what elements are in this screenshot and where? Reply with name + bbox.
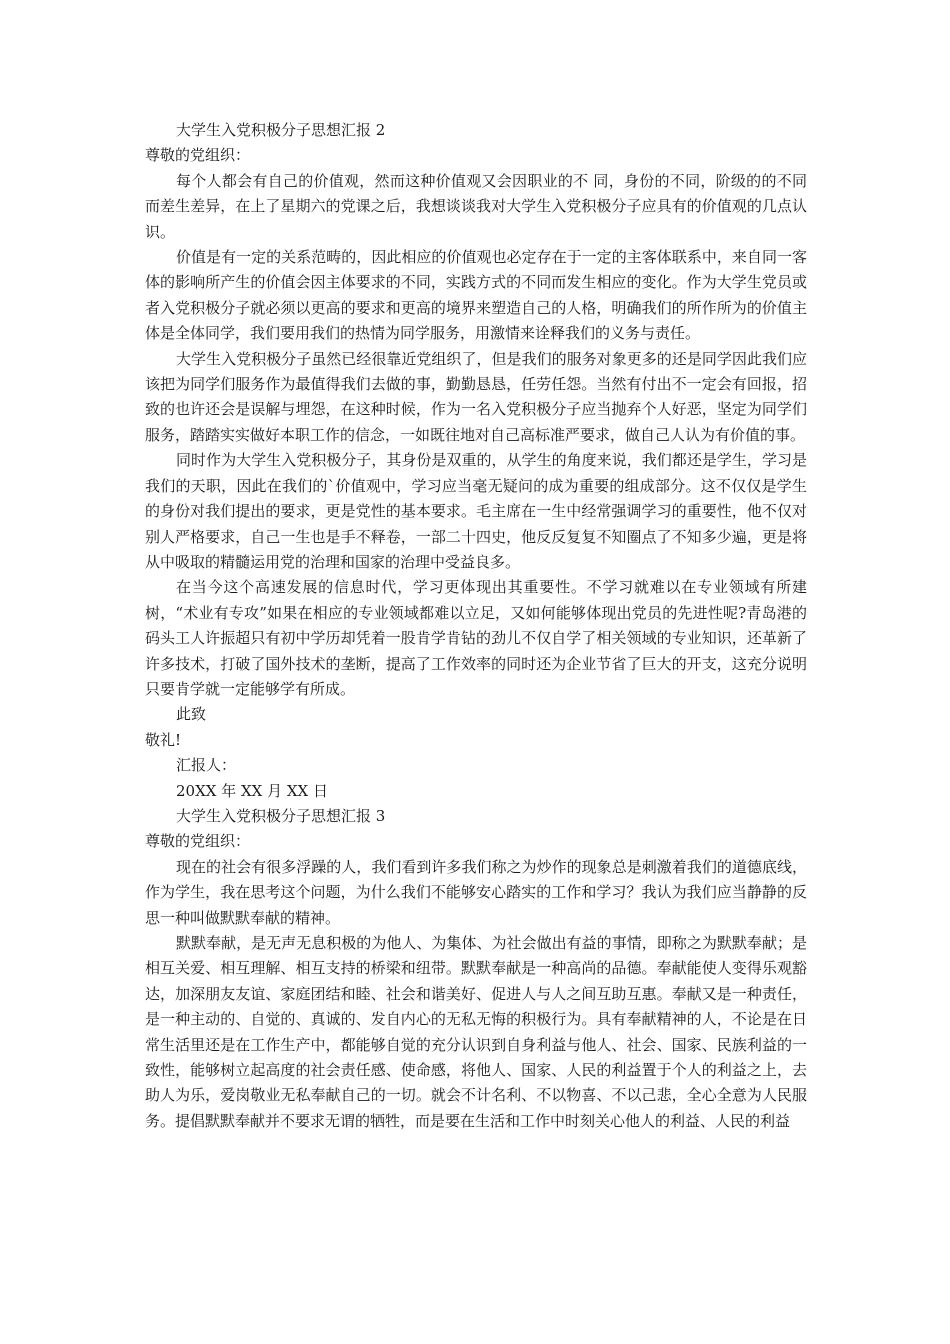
paragraph: 默默奉献，是无声无息积极的为他人、为集体、为社会做出有益的事情，即称之为默默奉献；是相互关爱、相互理解、相互支持的桥梁和纽带。默默奉献是一种高尚的品德。奉献能使人变得乐观豁达，加深朋友友谊、家庭团结和睦、社会和谐美好、促进人与人之间互助互惠。奉献又是一种责任，是一种主动的、自觉的、真诚的、发自内心的无私无悔的积极行为。具有奉献精神的人，不论是在日常生活里还是在工作生产中，都能够自觉的充分认识到自身利益与他人、社会、国家、民族利益的一致性，能够树立起高度的社会责任感、使命感，将他人、国家、人民的利益置于个人的利益之上，去助人为乐，爱岗敬业无私奉献自己的一切。就会不计名利、不以物喜、不以己悲，全心全意为人民服务。提倡默默奉献并不要求无谓的牺牲，而是要在生活和工作中时刻关心他人的利益、人民的利益 — [145, 934, 807, 1130]
reporter-label: 汇报人： — [176, 756, 237, 775]
section-title: 大学生入党积极分子思想汇报 3 — [176, 806, 386, 825]
paragraph: 在当今这个高速发展的信息时代，学习更体现出其重要性。不学习就难以在专业领域有所建树，“术业有专攻”如果在相应的专业领域都难以立足，又如何能够体现出党员的先进性呢?青岛港的码头工人许振超只有初中学历却凭着一股肯学肯钻的劲儿不仅自学了相关领域的专业知识，还革新了许多技术，打破了国外技术的垄断，提高了工作效率的同时还为企业节省了巨大的开支，这充分说明只要肯学就一定能够学有所成。 — [145, 578, 807, 698]
greeting: 尊敬的党组织： — [145, 146, 251, 165]
paragraph: 同时作为大学生入党积极分子，其身份是双重的，从学生的角度来说，我们都还是学生，学习是我们的天职，因此在我们的`价值观中，学习应当毫无疑问的成为重要的组成部分。这不仅仅是学生的身份对我们提出的要求，更是党性的基本要求。毛主席在一生中经常强调学习的重要性，他不仅对别人严格要求，自己一生也是手不释卷，一部二十四史，他反反复复不知圈点了不知多少遍，更是将从中吸取的精髓运用党的治理和国家的治理中受益良多。 — [145, 451, 807, 571]
salute: 敬礼! — [145, 730, 182, 749]
closing: 此致 — [176, 705, 207, 724]
paragraph: 大学生入党积极分子虽然已经很靠近党组织了，但是我们的服务对象更多的还是同学因此我们应该把为同学们服务作为最值得我们去做的事，勤勤恳恳，任劳任怨。当然有付出不一定会有回报，招致的也许还会是误解与埋怨，在这种时候，作为一名入党积极分子应当抛弃个人好恶，坚定为同学们服务，踏踏实实做好本职工作的信念，一如既往地对自己高标准严要求，做自己人认为有价值的事。 — [145, 349, 807, 444]
section-title: 大学生入党积极分子思想汇报 2 — [176, 121, 386, 139]
document-page — [145, 118, 807, 1134]
paragraph: 现在的社会有很多浮躁的人，我们看到许多我们称之为炒作的现象总是刺激着我们的道德底线，作为学生，我在思考这个问题，为什么我们不能够安心踏实的工作和学习？我认为我们应当静静的反思一种叫做默默奉献的精神。 — [145, 857, 807, 927]
paragraph: 每个人都会有自己的价值观，然而这种价值观又会因职业的不 同，身份的不同，阶级的的不同而差生差异，在上了星期六的党课之后，我想谈谈我对大学生入党积极分子应具有的价值观的几点认识。 — [145, 171, 807, 241]
report-date: 20XX 年 XX 月 XX 日 — [176, 781, 328, 800]
greeting: 尊敬的党组织： — [145, 832, 251, 851]
paragraph: 价值是有一定的关系范畴的，因此相应的价值观也必定存在于一定的主客体联系中，来自同一客体的影响所产生的价值会因主体要求的不同，实践方式的不同而发生相应的变化。作为大学生党员或者入党积极分子就必须以更高的要求和更高的境界来塑造自己的人格，明确我们的所作所为的价值主体是全体同学，我们要用我们的热情为同学服务，用激情来诠释我们的义务与责任。 — [145, 248, 807, 343]
